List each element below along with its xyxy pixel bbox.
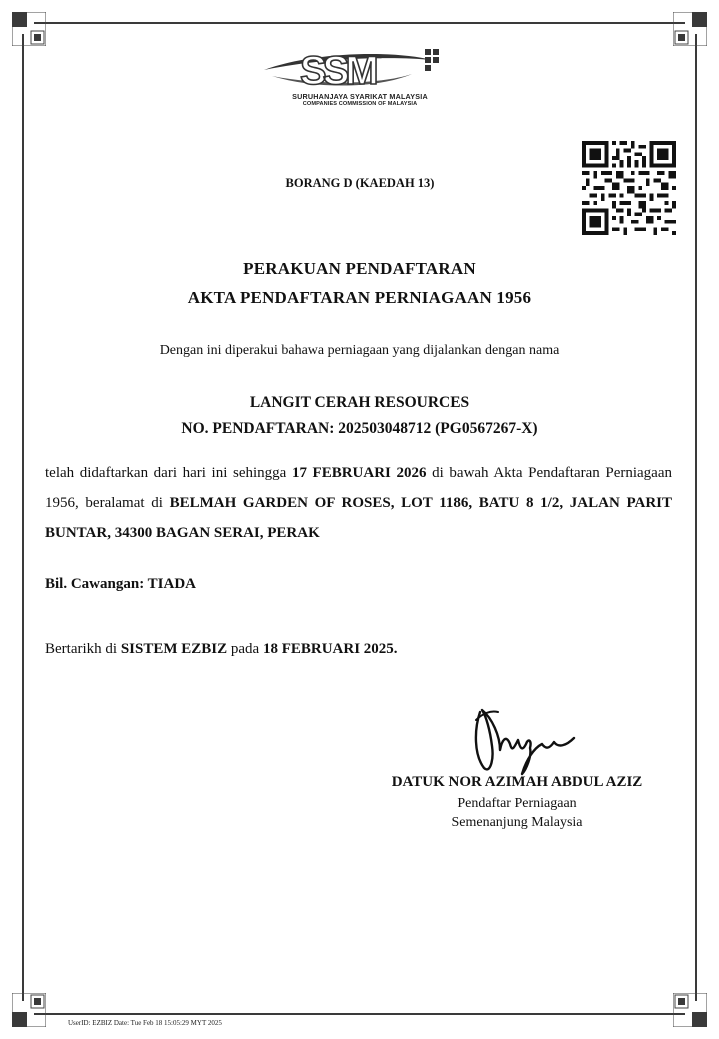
registration-number: NO. PENDAFTARAN: 202503048712 (PG0567267-X) <box>181 420 538 437</box>
border-left <box>22 34 24 1001</box>
svg-text:SSM: SSM <box>300 49 375 92</box>
ssm-logo <box>262 44 458 110</box>
act-title: AKTA PENDAFTARAN PERNIAGAAN 1956 <box>187 288 532 307</box>
corner-ornament-bottom-left <box>12 993 46 1027</box>
logo-name-english: COMPANIES COMMISSION OF MALAYSIA <box>302 101 418 107</box>
signer-title: Pendaftar Perniagaan <box>457 796 577 811</box>
issuing-system: SISTEM EZBIZ <box>120 641 228 657</box>
dated-text-2: pada <box>227 641 263 657</box>
footer-userid: UserID: EZBIZ Date: Tue Feb 18 15:05:29 MYT 2025 <box>68 1019 222 1027</box>
dated-line <box>45 641 398 658</box>
border-top <box>34 22 685 24</box>
expiry-date: 17 FEBRUARI 2026 <box>291 465 427 481</box>
qr-code <box>582 141 676 235</box>
ssm-logo-mark <box>262 44 458 92</box>
signature <box>470 700 585 780</box>
corner-ornament-top-left <box>12 12 46 46</box>
paragraph-text-1: telah didaftarkan dari hari ini sehingga <box>45 465 292 481</box>
corner-ornament-top-right <box>673 12 707 46</box>
intro-text: Dengan ini diperakui bahawa perniagaan yang dijalankan dengan nama <box>159 343 560 358</box>
logo-name-malay: SURUHANJAYA SYARIKAT MALAYSIA <box>292 92 428 101</box>
certificate-title: PERAKUAN PENDAFTARAN <box>243 259 476 278</box>
form-code: BORANG D (KAEDAH 13) <box>285 176 435 190</box>
branch-count: Bil. Cawangan: TIADA <box>45 576 197 592</box>
issue-date: 18 FEBRUARI 2025. <box>262 641 398 657</box>
border-bottom <box>34 1013 685 1015</box>
signer-region: Semenanjung Malaysia <box>451 815 583 830</box>
business-address: BELMAH GARDEN OF ROSES, LOT 1186, BATU 8 1/2, JALAN PARIT BUNTAR, 34300 BAGAN SERAI, PERAK <box>45 495 672 541</box>
paragraph-text-2: di bawah Akta Pendaftaran Perniagaan 1956, beralamat di <box>45 465 672 511</box>
corner-ornament-bottom-right <box>673 993 707 1027</box>
border-right <box>695 34 697 1001</box>
business-name: LANGIT CERAH RESOURCES <box>249 394 470 411</box>
dated-text-1: Bertarikh di <box>45 641 121 657</box>
registration-paragraph <box>45 458 672 548</box>
signer-name: DATUK NOR AZIMAH ABDUL AZIZ <box>391 774 643 790</box>
